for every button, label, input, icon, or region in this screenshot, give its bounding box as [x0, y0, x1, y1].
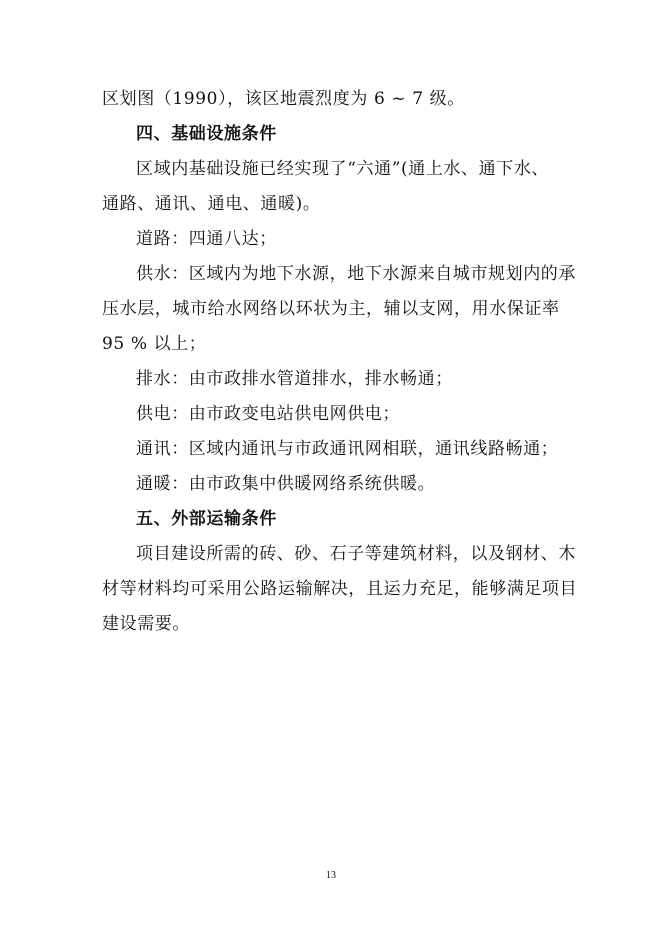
paragraph-line: 排水：由市政排水管道排水，排水畅通；	[136, 369, 453, 389]
paragraph-line: 95 % 以上；	[102, 334, 207, 354]
paragraph-line: 供电：由市政变电站供电网供电；	[136, 404, 400, 424]
paragraph-line: 道路：四通八达；	[136, 229, 277, 249]
paragraph-line: 供水：区域内为地下水源，地下水源来自城市规划内的承	[136, 264, 576, 284]
section-heading-infrastructure: 四、基础设施条件	[136, 124, 277, 144]
paragraph-line: 压水层，城市给水网络以环状为主，辅以支网，用水保证率	[102, 299, 560, 319]
paragraph-line: 材等材料均可采用公路运输解决，且运力充足，能够满足项目	[102, 579, 578, 599]
section-heading-transport: 五、外部运输条件	[136, 509, 277, 529]
page-number: 13	[326, 870, 336, 881]
paragraph-line: 区划图（1990），该区地震烈度为 6 ~ 7 级。	[102, 89, 465, 109]
paragraph-line: 区域内基础设施已经实现了“六通”(通上水、通下水、	[136, 159, 550, 179]
paragraph-line: 项目建设所需的砖、砂、石子等建筑材料，以及钢材、木	[136, 544, 576, 564]
paragraph-line: 通路、通讯、通电、通暖)。	[102, 194, 321, 214]
paragraph-line: 建设需要。	[102, 614, 190, 634]
paragraph-line: 通讯：区域内通讯与市政通讯网相联，通讯线路畅通；	[136, 439, 559, 459]
paragraph-line: 通暖：由市政集中供暖网络系统供暖。	[136, 474, 436, 494]
